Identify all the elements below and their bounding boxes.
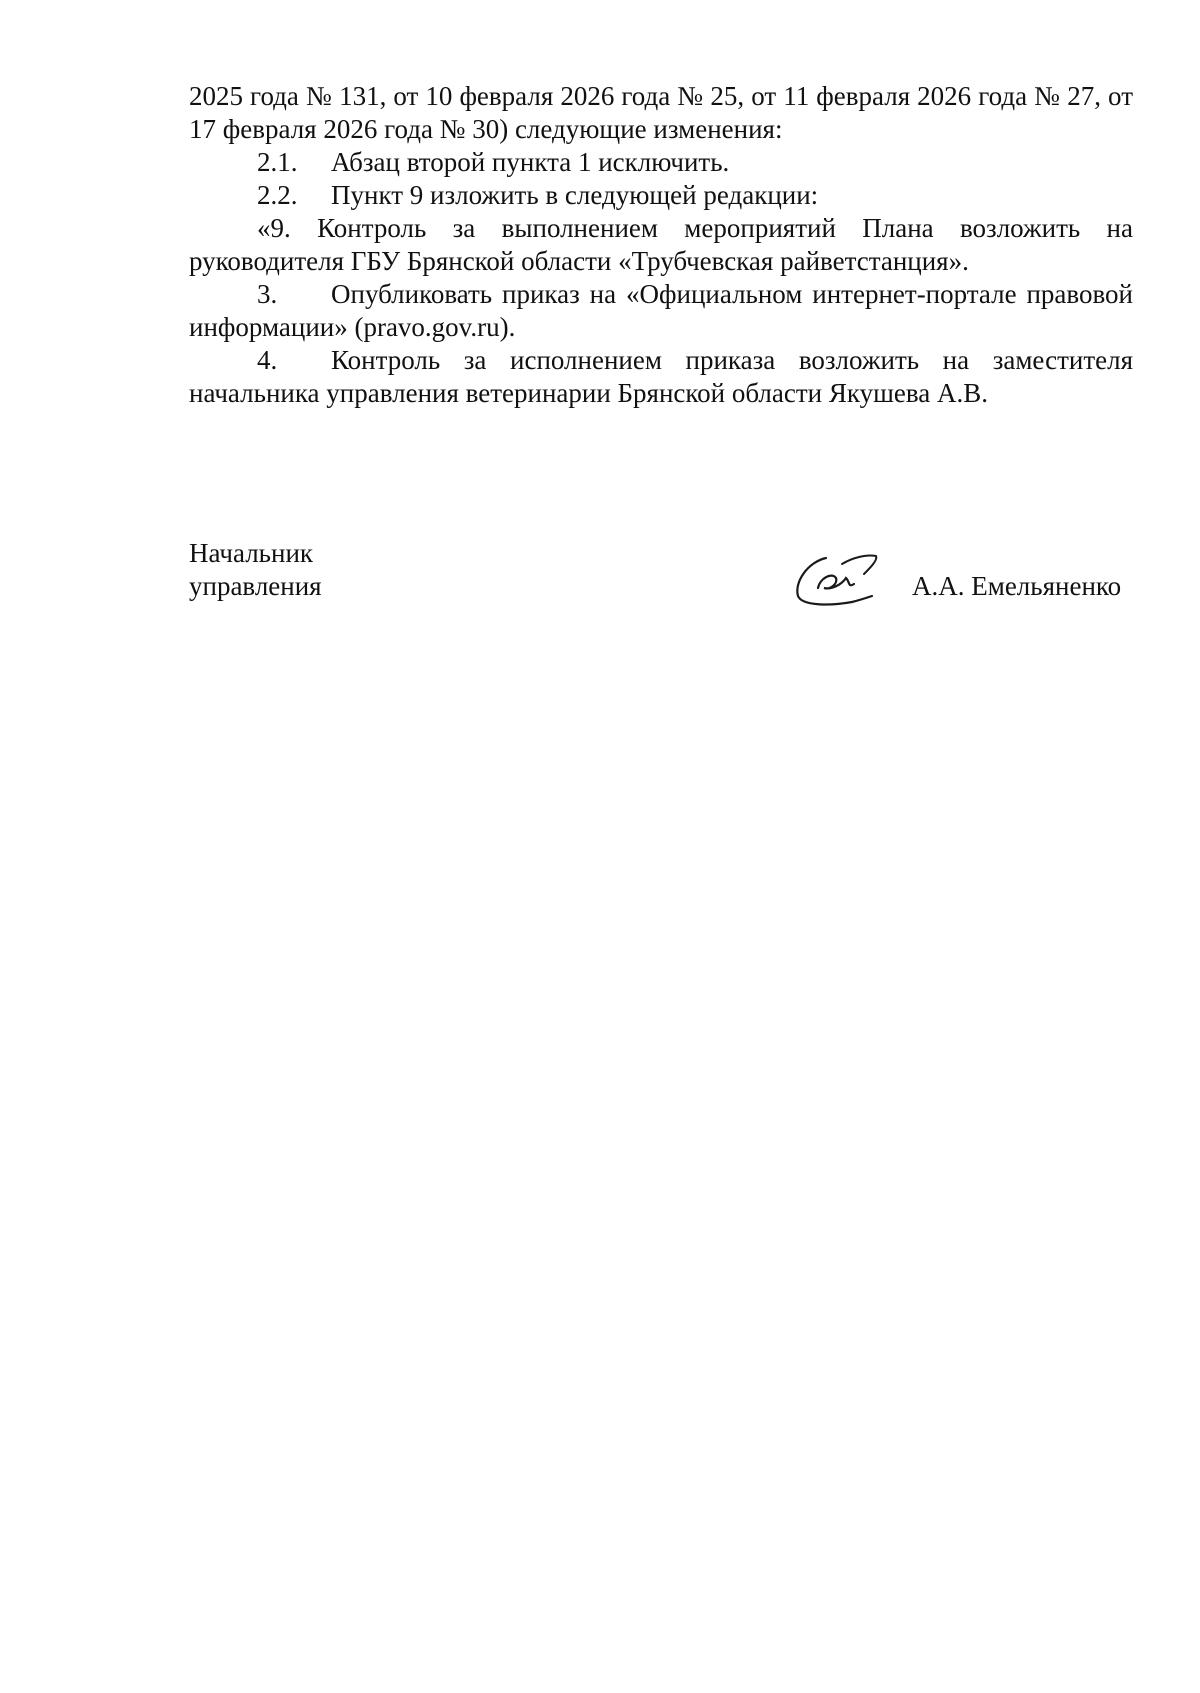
signatory-position <box>189 537 322 603</box>
paragraph-2-2 <box>189 179 1133 212</box>
paragraph-number: 2.2. <box>257 180 298 210</box>
handwritten-signature <box>790 548 880 610</box>
paragraph-number: 4. <box>257 345 278 375</box>
paragraph-3 <box>189 278 1133 344</box>
signature-top-stroke <box>842 555 876 574</box>
paragraph-2-1 <box>189 146 1133 179</box>
paragraph-text: Опубликовать приказ на «Официальном интернет-портале правовой информации» (pravo.gov.ru). <box>189 279 1133 342</box>
signatory-name: А.А. Емельяненко <box>912 571 1122 601</box>
signature-loop <box>818 576 854 589</box>
position-line-2: управления <box>189 571 322 601</box>
document-body <box>189 80 1133 410</box>
paragraph-9-quote: «9. Контроль за выполнением мероприятий Плана возложить на руководителя ГБУ Брянской области «Трубчевская райветстанция». <box>189 213 1133 276</box>
paragraph-intro: 2025 года № 131, от 10 февраля 2026 года № 25, от 11 февраля 2026 года № 27, от 17 февраля 2026 года № 30) следующие изменения: <box>189 81 1133 144</box>
paragraph-4 <box>189 344 1133 410</box>
position-line-1: Начальник <box>189 538 314 568</box>
paragraph-number: 3. <box>257 279 278 309</box>
signature-stroke <box>797 558 872 604</box>
paragraph-text: Абзац второй пункта 1 исключить. <box>331 147 730 177</box>
paragraph-text: Контроль за исполнением приказа возложить на заместителя начальника управления ветеринарии Брянской области Якушева А.В. <box>189 345 1133 408</box>
paragraph-text: Пункт 9 изложить в следующей редакции: <box>331 180 819 210</box>
paragraph-number: 2.1. <box>257 147 298 177</box>
